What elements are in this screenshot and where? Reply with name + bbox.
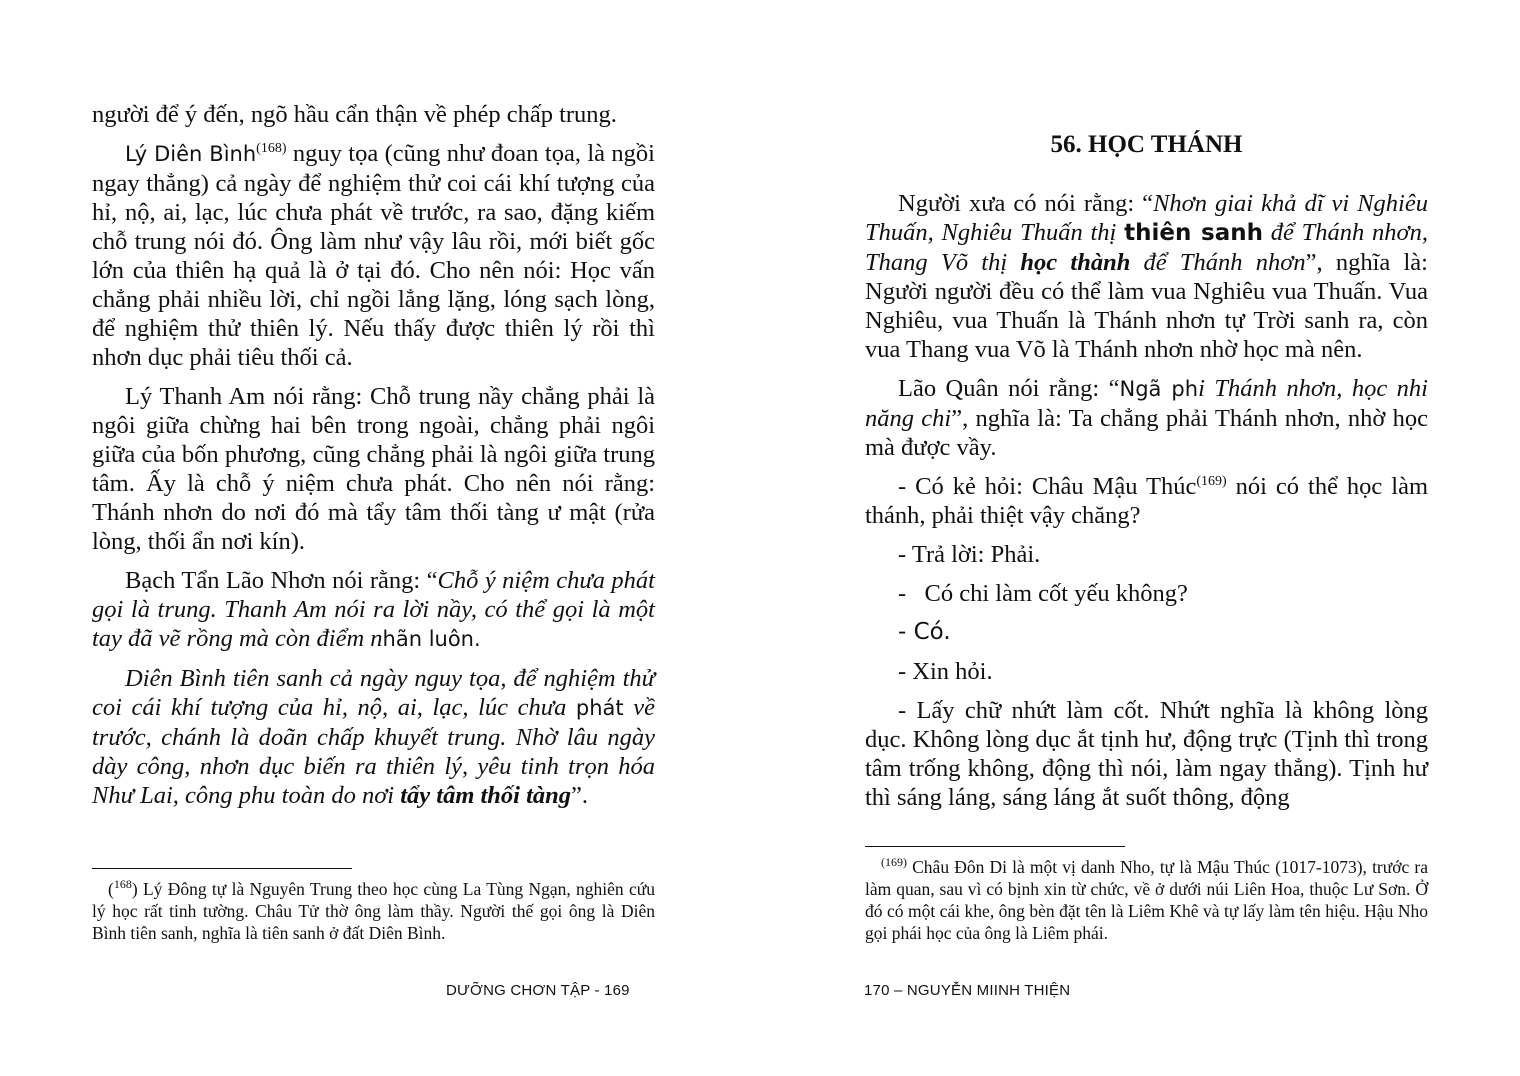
dialogue-line: - Có chi làm cốt yếu không? — [898, 580, 1188, 607]
text-run: ”. — [571, 782, 589, 809]
dialogue-line: - Trả lời: Phải. — [898, 541, 1041, 568]
text-run: phát — [575, 696, 624, 720]
footnote-ref: 168 — [113, 877, 132, 891]
text-run: nói có thể học làm thánh, phải thiệt vậy chăng? — [865, 473, 1428, 529]
text-run: nguy tọa (cũng như đoan tọa, là ngồi ngay thẳng) cả ngày để nghiệm thử coi cái khí tượng của hỉ, nộ, ai, lạc, lúc chưa phát về trước, ra sao, đặng kiếm chỗ trung nói đó. Ông làm như vậy lâu rồi, mới biết gốc lớn của thiên hạ quả là ở tại đó. Cho nên nói: Học vấn chẳng phải nhiều lời, chỉ ngồi lẳng lặng, lóng sạch lòng, để nghiệm thử thiên lý. Nếu thấy được thiên lý rồi thì nhơn dục phải tiêu thối cả. — [92, 140, 655, 371]
text-run: ”, nghĩa là: Ta chẳng phải Thánh nhơn, nhờ học mà được vầy. — [865, 405, 1428, 461]
footnote-ref: (169) — [881, 855, 907, 869]
text-run: - Có kẻ hỏi: Châu Mậu Thúc — [898, 473, 1197, 500]
paragraph — [865, 189, 1428, 364]
footnote — [865, 856, 1428, 944]
footnote-text — [865, 856, 1428, 944]
footnote — [92, 878, 655, 944]
dialogue-line: - Có. — [898, 619, 951, 645]
paragraph: - Lấy chữ nhứt làm cốt. Nhứt nghĩa là không lòng dục. Không lòng dục ắt tịnh hư, động trực (Tịnh thì trong tâm trống không, động thì nói, làm ngay thẳng). Tịnh hư thì sáng láng, sáng láng ắt suốt thông, động — [865, 697, 1428, 811]
italic-text: Nhơn giai khả dĩ vi Nghiêu Thuấn, Nghiêu Thuấn thị — [865, 190, 1428, 246]
italic-text: về trước, chánh là doãn chấp khuyết trung. Nhờ lâu ngày dày công, nhơn dục biến ra thiên lý, yêu tinh trọn hóa Như Lai, công phu toàn do nơi — [92, 694, 655, 809]
paragraph — [865, 374, 1428, 462]
text-run: ( — [108, 879, 114, 899]
page-footer: 170 – NGUYỄN MIINH THIỆN — [864, 982, 1071, 999]
footnote-ref: (169) — [1196, 474, 1227, 489]
italic-text: Chỗ ý niệm chưa phát gọi là trung. Thanh Am nói ra lời nầy, có thể gọi là một tay đã vẽ rồng mà còn điểm n — [92, 567, 655, 652]
text-run: Châu Đôn Di là một vị danh Nho, tự là Mậu Thúc (1017-1073), trước ra làm quan, sau vì có bịnh xin từ chức, về ở dưới núi Liên Hoa, thuộc Lư Sơn. Ở đó có một cái khe, ông bèn đặt tên là Liêm Khê và tự lấy làm tên hiệu. Hậu Nho gọi phái học của ông là Liêm phái. — [865, 857, 1428, 943]
text-run: Lý Diên Bình — [125, 142, 257, 166]
bold-text: thiên sanh — [1124, 220, 1263, 246]
right-page — [760, 0, 1520, 1076]
footnote-text — [92, 878, 655, 944]
paragraph — [92, 664, 655, 810]
paragraph: người để ý đến, ngõ hầu cẩn thận về phép chấp trung. — [92, 101, 617, 128]
footnote-ref: (168) — [256, 141, 287, 156]
bold-italic-text: học thành — [1020, 249, 1131, 276]
dialogue-line: - Xin hỏi. — [898, 658, 993, 685]
right-body-text — [865, 100, 1428, 822]
text-run: Lão Quân nói rằng: “ — [898, 375, 1120, 402]
paragraph — [92, 566, 655, 654]
footnote-rule — [865, 846, 1125, 847]
italic-text: Diên Bình tiên sanh cả ngày nguy tọa, để nghiệm thử coi cái khí tượng của hỉ, nộ, ai, lạc, lúc chưa — [92, 665, 655, 721]
bold-italic-text: tẩy tâm thối tàng — [400, 782, 572, 809]
section-heading: 56. HỌC THÁNH — [1050, 131, 1243, 158]
text-run: Người xưa có nói rằng: “ — [898, 190, 1154, 217]
text-run: ”, nghĩa là: Người người đều có thể làm vua Nghiêu vua Thuấn. Vua Nghiêu, vua Thuấn là Thánh nhơn tự Trời sanh ra, còn vua Thang vua Võ là Thánh nhơn nhờ học mà nên. — [865, 249, 1428, 363]
text-run: hãn luôn. — [382, 627, 481, 651]
italic-text: i Thánh nhơn, học nhi năng chi — [865, 375, 1428, 432]
left-body-text — [92, 100, 655, 820]
text-run: Bạch Tẩn Lão Nhơn nói rằng: “ — [125, 567, 438, 594]
text-run: Ngã ph — [1119, 377, 1199, 401]
text-run: ) Lý Đông tự là Nguyên Trung theo học cùng La Tùng Ngạn, nghiên cứu lý học rất tinh tường. Châu Tử thờ ông làm thầy. Người thế gọi ông là Diên Bình tiên sanh, nghĩa là tiên sanh ở đất Diên Bình. — [92, 879, 655, 943]
paragraph — [92, 139, 655, 372]
italic-text: để Thánh nhơn, Thang Võ thị — [865, 219, 1428, 276]
footnote-rule — [92, 868, 352, 869]
page-footer: DƯỠNG CHƠN TẬP - 169 — [446, 982, 630, 999]
paragraph — [865, 472, 1428, 530]
italic-text: để Thánh nhơn — [1130, 249, 1306, 276]
paragraph: Lý Thanh Am nói rằng: Chỗ trung nầy chẳng phải là ngôi giữa chừng hai bên trong ngoài, chẳng phải ngôi giữa của bốn phương, cũng chẳng phải là ngôi giữa trung tâm. Ấy là chỗ ý niệm chưa phát. Cho nên nói rằng: Thánh nhơn do nơi đó mà tẩy tâm thối tàng ư mật (rửa lòng, thối ẩn nơi kín). — [92, 383, 655, 555]
